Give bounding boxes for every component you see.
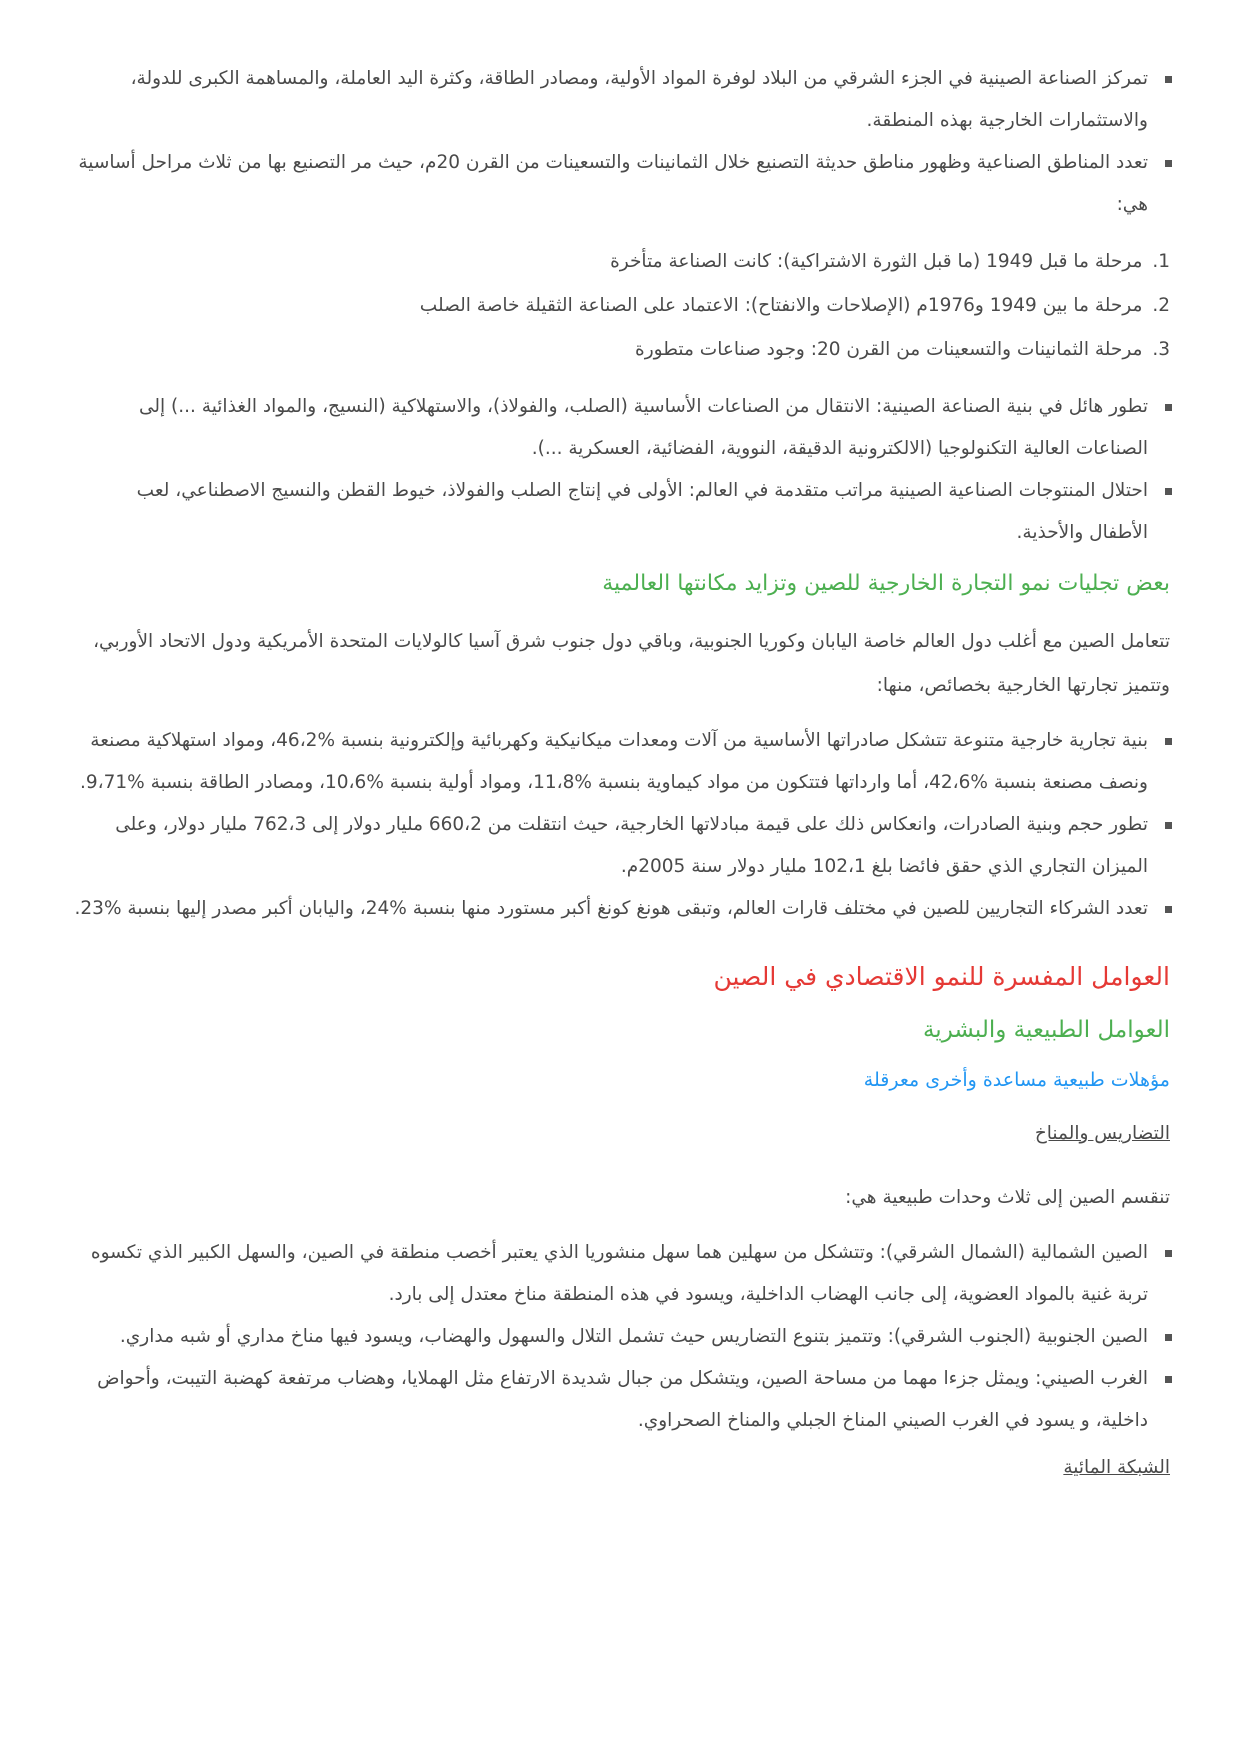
trade-bullets	[72, 720, 1170, 930]
list-item: تطور حجم وبنية الصادرات، وانعكاس ذلك على قيمة مبادلاتها الخارجية، حيث انتقلت من 660،2 مليار دولار إلى 762،3 مليار دولار، وعلى الميزان التجاري الذي حقق فائضا بلغ 102،1 مليار دولار سنة 2005م.	[72, 804, 1148, 888]
list-item: الغرب الصيني: ويمثل جزءا مهما من مساحة الصين، ويتشكل من جبال شديدة الارتفاع مثل الهملايا، وهضاب مرتفعة كهضبة التيبت، وأحواض داخلية، و يسود في الغرب الصيني المناخ الجبلي والمناخ الصحراوي.	[72, 1358, 1148, 1442]
natural-assets-heading: مؤهلات طبيعية مساعدة وأخرى معرقلة	[863, 1069, 1170, 1091]
natural-units-intro: تنقسم الصين إلى ثلاث وحدات طبيعية هي:	[845, 1187, 1170, 1208]
list-item: الصين الشمالية (الشمال الشرقي): وتتشكل من سهلين هما سهل منشوريا الذي يعتبر أخصب منطقة في الصين، والسهل الكبير الذي تكسوه تربة غنية بالمواد العضوية، إلى جانب الهضاب الداخلية، ويسود في هذه المنطقة مناخ معتدل إلى بارد.	[72, 1232, 1148, 1316]
bullet-square-icon	[1165, 906, 1172, 913]
bullet-square-icon	[1165, 1376, 1172, 1383]
bullet-square-icon	[1165, 488, 1172, 495]
water-network-title: الشبكة المائية	[1063, 1457, 1170, 1478]
industry-bullets-2	[72, 386, 1170, 554]
numbered-item: 2. مرحلة ما بين 1949 و1976م (الإصلاحات والانفتاح): الاعتماد على الصناعة الثقيلة خاصة الصلب	[419, 295, 1170, 316]
bullet-square-icon	[1165, 160, 1172, 167]
trade-heading: بعض تجليات نمو التجارة الخارجية للصين وتزايد مكانتها العالمية	[602, 571, 1170, 596]
natural-units-bullets	[72, 1232, 1170, 1442]
natural-human-factors-heading: العوامل الطبيعية والبشرية	[922, 1017, 1170, 1043]
bullet-square-icon	[1165, 404, 1172, 411]
growth-factors-heading: العوامل المفسرة للنمو الاقتصادي في الصين	[713, 962, 1170, 991]
numbered-item: 1. مرحلة ما قبل 1949 (ما قبل الثورة الاشتراكية): كانت الصناعة متأخرة	[610, 251, 1170, 272]
bullet-square-icon	[1165, 822, 1172, 829]
list-item: تعدد الشركاء التجاريين للصين في مختلف قارات العالم، وتبقى هونغ كونغ أكبر مستورد منها بنسبة %24، واليابان أكبر مصدر إليها بنسبة %23.	[72, 888, 1148, 930]
list-item: احتلال المنتوجات الصناعية الصينية مراتب متقدمة في العالم: الأولى في إنتاج الصلب والفولاذ، خيوط القطن والنسيج الاصطناعي، لعب الأطفال والأحذية.	[72, 470, 1148, 554]
list-item: تطور هائل في بنية الصناعة الصينية: الانتقال من الصناعات الأساسية (الصلب، والفولاذ)، والاستهلاكية (النسيج، والمواد الغذائية ...) إلى الصناعات العالية التكنولوجيا (الالكترونية الدقيقة، النووية، الفضائية، العسكرية ...).	[72, 386, 1148, 470]
list-item: تعدد المناطق الصناعية وظهور مناطق حديثة التصنيع خلال الثمانينات والتسعينات من القرن 20م، حيث مر التصنيع بها من ثلاث مراحل أساسية هي:	[72, 142, 1148, 226]
bullet-square-icon	[1165, 1334, 1172, 1341]
relief-climate-title: التضاريس والمناخ	[1034, 1123, 1170, 1144]
bullet-square-icon	[1165, 738, 1172, 745]
numbered-item: 3. مرحلة الثمانينات والتسعينات من القرن 20: وجود صناعات متطورة	[635, 339, 1170, 360]
list-item: بنية تجارية خارجية متنوعة تتشكل صادراتها الأساسية من آلات ومعدات ميكانيكية وكهربائية وإلكترونية بنسبة %46،2، ومواد استهلاكية مصنعة ونصف مصنعة بنسبة %42،6، أما وارداتها فتتكون من مواد كيماوية بنسبة %11،8، ومواد أولية بنسبة %10،6، ومصادر الطاقة بنسبة %9،71.	[72, 720, 1148, 804]
industry-bullets	[72, 58, 1170, 226]
bullet-square-icon	[1165, 76, 1172, 83]
list-item: تمركز الصناعة الصينية في الجزء الشرقي من البلاد لوفرة المواد الأولية، ومصادر الطاقة، وكثرة اليد العاملة، والمساهمة الكبرى للدولة، والاستثمارات الخارجية بهذه المنطقة.	[72, 58, 1148, 142]
bullet-square-icon	[1165, 1250, 1172, 1257]
industry-phases-list	[72, 240, 1170, 372]
trade-intro: تتعامل الصين مع أغلب دول العالم خاصة اليابان وكوريا الجنوبية، وباقي دول جنوب شرق آسيا كالولايات المتحدة الأمريكية ودول الاتحاد الأوربي، وتتميز تجارتها الخارجية بخصائص، منها:	[93, 631, 1170, 696]
list-item: الصين الجنوبية (الجنوب الشرقي): وتتميز بتنوع التضاريس حيث تشمل التلال والسهول والهضاب، ويسود فيها مناخ مداري أو شبه مداري.	[72, 1316, 1148, 1358]
